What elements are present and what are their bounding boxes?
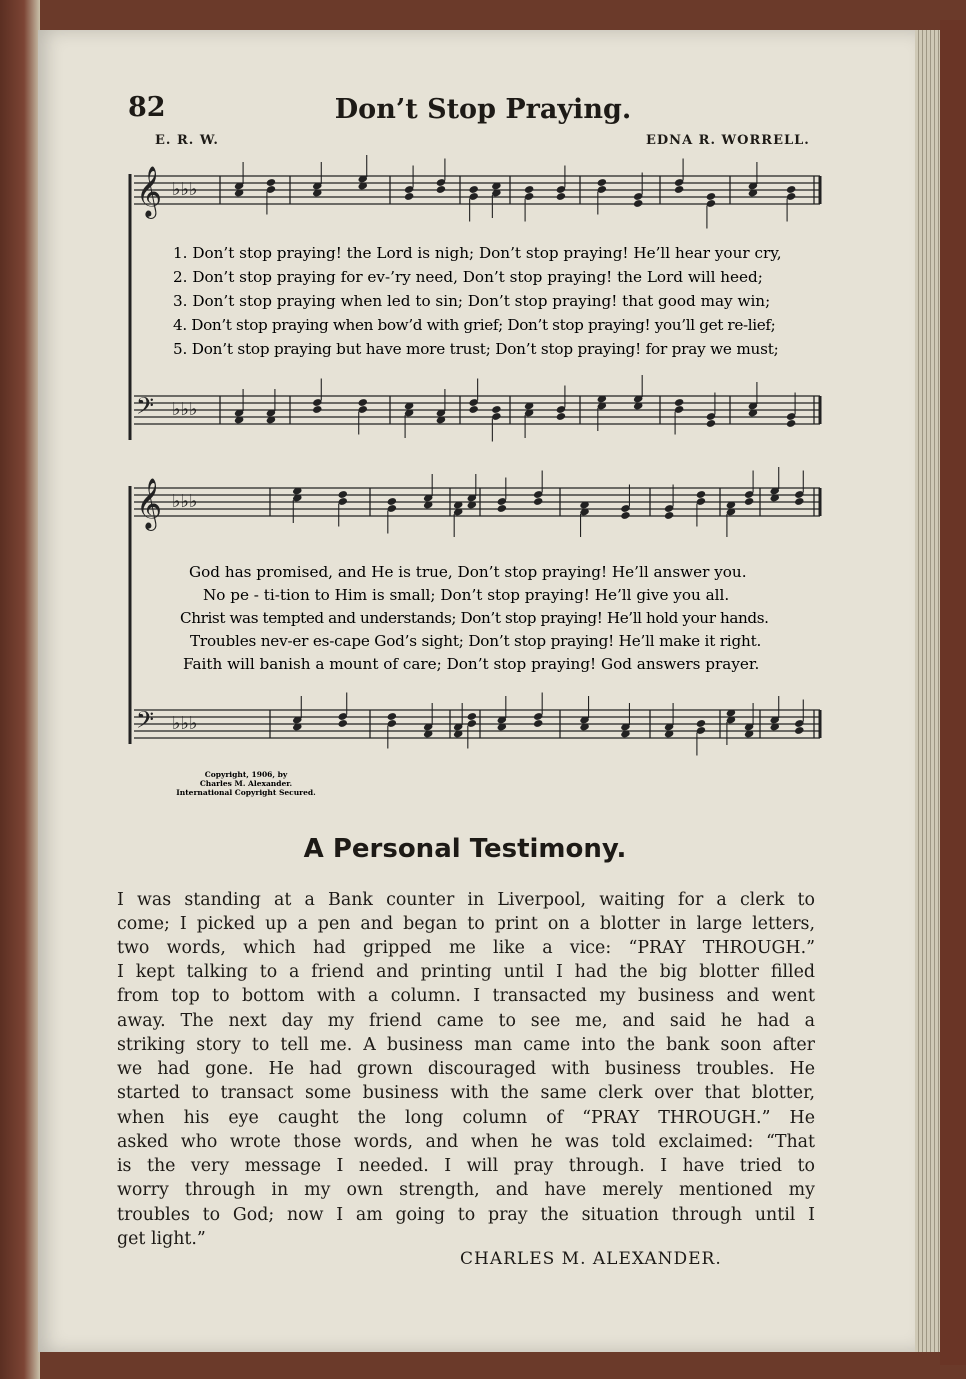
testimony-line: troubles to God; now I am going to pray the situation through until I (117, 1205, 815, 1225)
testimony-line: two words, which had gripped me like a vice: “PRAY THROUGH.” (117, 938, 815, 958)
testimony-line: asked who wrote those words, and when he was told exclaimed: “That (117, 1132, 815, 1152)
note-head (533, 719, 543, 728)
note-head (468, 405, 478, 414)
note-head (674, 185, 684, 194)
note-head (467, 712, 477, 721)
treble-clef-icon: 𝄞 (136, 166, 163, 217)
verse-line-5: 5. Don’t stop praying but have more trust; Don’t stop praying! for pray we must; (173, 340, 779, 358)
note-head (556, 192, 566, 201)
testimony-line: away. The next day my friend came to see me, and said he had a (117, 1011, 815, 1031)
note-head (468, 185, 478, 194)
words-credit: E. R. W. (155, 133, 219, 148)
verse-second-line-2: No pe - ti-tion to Him is small; Don’t stop praying! He’ll give you all. (203, 586, 730, 604)
copyright-line: Copyright, 1906, by (204, 770, 288, 779)
note-head (674, 398, 684, 407)
page-number: 82 (128, 92, 166, 123)
note-head (706, 419, 716, 428)
testimony-signature: CHARLES M. ALEXANDER. (460, 1249, 722, 1269)
note-head (337, 490, 347, 499)
note-head (633, 199, 643, 208)
testimony-line: I kept talking to a friend and printing until I had the big blotter filled (117, 962, 815, 982)
verse-line-3: 3. Don’t stop praying when led to sin; Don’t stop praying! that good may win; (173, 292, 771, 310)
copyright-line: Charles M. Alexander. (199, 779, 293, 788)
verse-second-line-3: Christ was tempted and understands; Don’t stop praying! He’ll hold your hands. (180, 609, 769, 627)
music-credit: EDNA R. WORRELL. (646, 133, 810, 148)
flat-signature-icon: ♭♭♭ (172, 179, 198, 200)
verse-second-line-4: Troubles nev-er es-cape God’s sight; Don’t stop praying! He’ll make it right. (190, 632, 762, 650)
book-cover-left (0, 0, 40, 1379)
flat-signature-icon: ♭♭♭ (172, 713, 198, 734)
flat-signature-icon: ♭♭♭ (172, 491, 198, 512)
testimony-line: from top to bottom with a column. I transacted my business and went (117, 986, 815, 1006)
note-head (387, 712, 397, 721)
copyright-notice (166, 770, 326, 797)
testimony-line: we had gone. He had grown discouraged with business troubles. He (117, 1059, 815, 1079)
note-head (533, 497, 543, 506)
verse-second-line-1: God has promised, and He is true, Don’t stop praying! He’ll answer you. (189, 563, 747, 581)
testimony-title: A Personal Testimony. (303, 834, 627, 864)
note-head (436, 185, 446, 194)
bass-clef-icon: 𝄢 (136, 706, 155, 739)
note-head (497, 504, 507, 513)
note-head (786, 419, 796, 428)
note-head (312, 405, 322, 414)
note-head (744, 497, 754, 506)
testimony-line: striking story to tell me. A business man came into the bank soon after (117, 1035, 815, 1055)
verse-line-4: 4. Don’t stop praying when bow’d with grief; Don’t stop praying! you’ll get re-lief; (173, 316, 776, 334)
testimony-line: is the very message I needed. I will pray through. I have tried to (117, 1156, 815, 1176)
note-head (794, 726, 804, 735)
testimony-line: worry through in my own strength, and have merely mentioned my (117, 1180, 815, 1200)
book-cover-right (940, 20, 966, 1365)
note-head (696, 490, 706, 499)
testimony-line: get light.” (117, 1229, 206, 1249)
testimony-line: I was standing at a Bank counter in Liverpool, waiting for a clerk to (117, 890, 815, 910)
testimony-line: come; I picked up a pen and began to print on a blotter in large letters, (117, 914, 815, 934)
note-head (706, 192, 716, 201)
verse-line-2: 2. Don’t stop praying for ev-’ry need, Don’t stop praying! the Lord will heed; (173, 268, 763, 286)
flat-signature-icon: ♭♭♭ (172, 399, 198, 420)
note-head (387, 497, 397, 506)
note-head (357, 398, 367, 407)
note-head (696, 719, 706, 728)
note-head (337, 719, 347, 728)
verse-line-1: 1. Don’t stop praying! the Lord is nigh; Don’t stop praying! He’ll hear your cry, (173, 244, 782, 262)
bass-clef-icon: 𝄢 (136, 392, 155, 425)
hymn-title: Don’t Stop Praying. (334, 94, 632, 125)
note-head (786, 185, 796, 194)
note-head (664, 511, 674, 520)
note-head (266, 178, 276, 187)
note-head (404, 192, 414, 201)
testimony-line: when his eye caught the long column of “PRAY THROUGH.” He (117, 1108, 815, 1128)
note-head (620, 511, 630, 520)
note-head (597, 178, 607, 187)
note-head (556, 412, 566, 421)
note-head (491, 405, 501, 414)
verse-second-line-5: Faith will banish a mount of care; Don’t stop praying! God answers prayer. (183, 655, 760, 673)
note-head (794, 497, 804, 506)
testimony-line: started to transact some business with the same clerk over that blotter, (117, 1083, 815, 1103)
note-head (524, 185, 534, 194)
treble-clef-icon: 𝄞 (136, 478, 163, 529)
copyright-line: International Copyright Secured. (176, 788, 316, 797)
